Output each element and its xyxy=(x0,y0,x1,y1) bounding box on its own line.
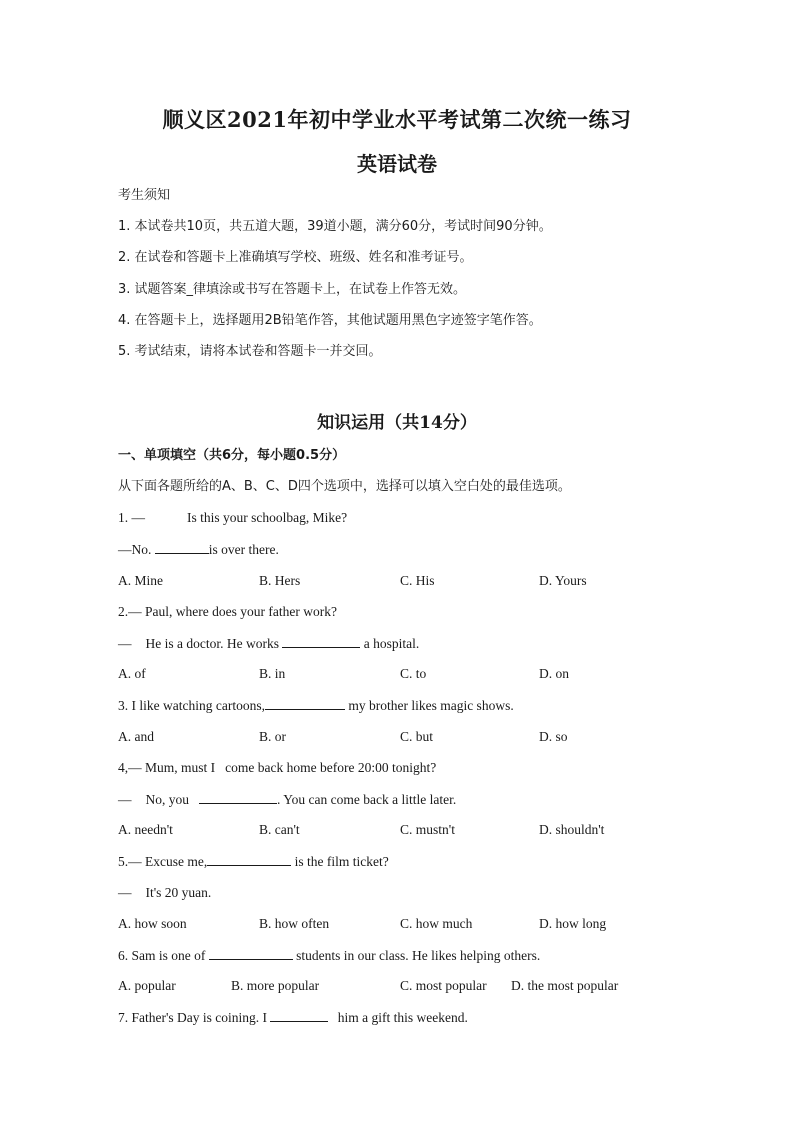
notice-item: 1. 本试卷共10页，共五道大题，39道小题，满分60分，考试时间90分钟。 xyxy=(118,219,552,234)
question-stem xyxy=(118,853,389,870)
question-stem xyxy=(118,760,436,776)
answer-blank xyxy=(207,853,291,866)
q6-stem-end: students in our class. He likes helping others. xyxy=(292,948,541,963)
q3-stem-start: 3. I like watching cartoons, xyxy=(118,698,265,713)
option-c: C. His xyxy=(400,573,435,588)
option-c: C. most popular xyxy=(400,978,487,993)
option-b: B. Hers xyxy=(259,573,301,588)
option-d: D. on xyxy=(539,666,569,681)
option-b: B. or xyxy=(259,729,286,744)
section-title: 知识运用（共14分） xyxy=(317,413,477,433)
q4-reply-start: No, you xyxy=(145,792,189,807)
option-a: A. popular xyxy=(118,978,176,993)
q6-stem-start: 6. Sam is one of xyxy=(118,948,209,963)
question-stem: 2.— Paul, where does your father work? xyxy=(118,604,337,619)
question-stem xyxy=(118,1009,468,1026)
q4-stem-start: 4,— Mum, must I xyxy=(118,760,216,775)
option-b: B. more popular xyxy=(231,978,320,993)
part-instruction: 从下面各题所给的A、B、C、D四个选项中，选择可以填入空白处的最佳选项。 xyxy=(118,479,571,494)
q2-dash: — xyxy=(118,636,132,651)
option-d: D. shouldn't xyxy=(539,822,605,837)
option-a: A. of xyxy=(118,666,146,681)
option-d: D. so xyxy=(539,729,568,744)
question-reply xyxy=(118,635,419,652)
option-c: C. to xyxy=(400,666,427,681)
notice-item: 5. 考试结束，请将本试卷和答题卡一并交回。 xyxy=(118,344,382,359)
option-a: A. Mine xyxy=(118,573,163,588)
q5-dash: — xyxy=(118,885,132,900)
option-b: B. can't xyxy=(259,822,300,837)
q1-reply-start: —No. xyxy=(118,542,155,557)
q1-number: 1. — xyxy=(118,510,145,525)
part-title: 一、单项填空（共6分，每小题0.5分） xyxy=(118,448,346,463)
option-a: A. needn't xyxy=(118,822,173,837)
q1-text: Is this your schoolbag, Mike? xyxy=(187,510,348,525)
question-reply xyxy=(118,885,211,901)
option-a: A. and xyxy=(118,729,154,744)
notice-item: 3. 试题答案_律填涂或书写在答题卡上，在试卷上作答无效。 xyxy=(118,282,467,297)
notice-item: 2. 在试卷和答题卡上准确填写学校、班级、姓名和准考证号。 xyxy=(118,250,473,265)
option-a: A. how soon xyxy=(118,916,187,931)
option-c: C. how much xyxy=(400,916,473,931)
answer-blank xyxy=(265,697,345,710)
option-d: D. Yours xyxy=(539,573,587,588)
question-stem xyxy=(118,510,347,526)
q7-stem-end: him a gift this weekend. xyxy=(334,1010,468,1025)
answer-blank xyxy=(209,947,293,960)
option-d: D. the most popular xyxy=(511,978,619,993)
notice-heading: 考生须知 xyxy=(118,188,171,203)
option-b: B. how often xyxy=(259,916,330,931)
question-reply xyxy=(118,791,456,808)
q5-stem-end: is the film ticket? xyxy=(291,854,389,869)
question-stem xyxy=(118,947,540,964)
answer-blank xyxy=(270,1009,328,1022)
answer-blank xyxy=(155,541,209,554)
q3-stem-end: my brother likes magic shows. xyxy=(344,698,514,713)
option-c: C. mustn't xyxy=(400,822,455,837)
option-d: D. how long xyxy=(539,916,607,931)
q4-dash: — xyxy=(118,792,132,807)
option-c: C. but xyxy=(400,729,434,744)
exam-title: 顺义区2021年初中学业水平考试第二次统一练习 xyxy=(162,107,632,132)
question-reply xyxy=(118,541,279,558)
option-b: B. in xyxy=(259,666,286,681)
q4-stem-end: come back home before 20:00 tonight? xyxy=(225,760,437,775)
exam-subtitle: 英语试卷 xyxy=(357,152,437,176)
q5-reply: It's 20 yuan. xyxy=(145,885,212,900)
q1-reply-end: is over there. xyxy=(208,542,279,557)
q4-reply-end: . You can come back a little later. xyxy=(277,792,457,807)
q5-stem-start: 5.— Excuse me, xyxy=(118,854,208,869)
q2-reply-start: He is a doctor. He works xyxy=(145,636,283,651)
q7-stem-start: 7. Father's Day is coining. I xyxy=(118,1010,271,1025)
q2-reply-end: a hospital. xyxy=(360,636,420,651)
notice-item: 4. 在答题卡上，选择题用2B铅笔作答，其他试题用黑色字迹签字笔作答。 xyxy=(118,313,542,328)
question-stem xyxy=(118,697,514,714)
answer-blank xyxy=(199,791,277,804)
answer-blank xyxy=(282,635,360,648)
